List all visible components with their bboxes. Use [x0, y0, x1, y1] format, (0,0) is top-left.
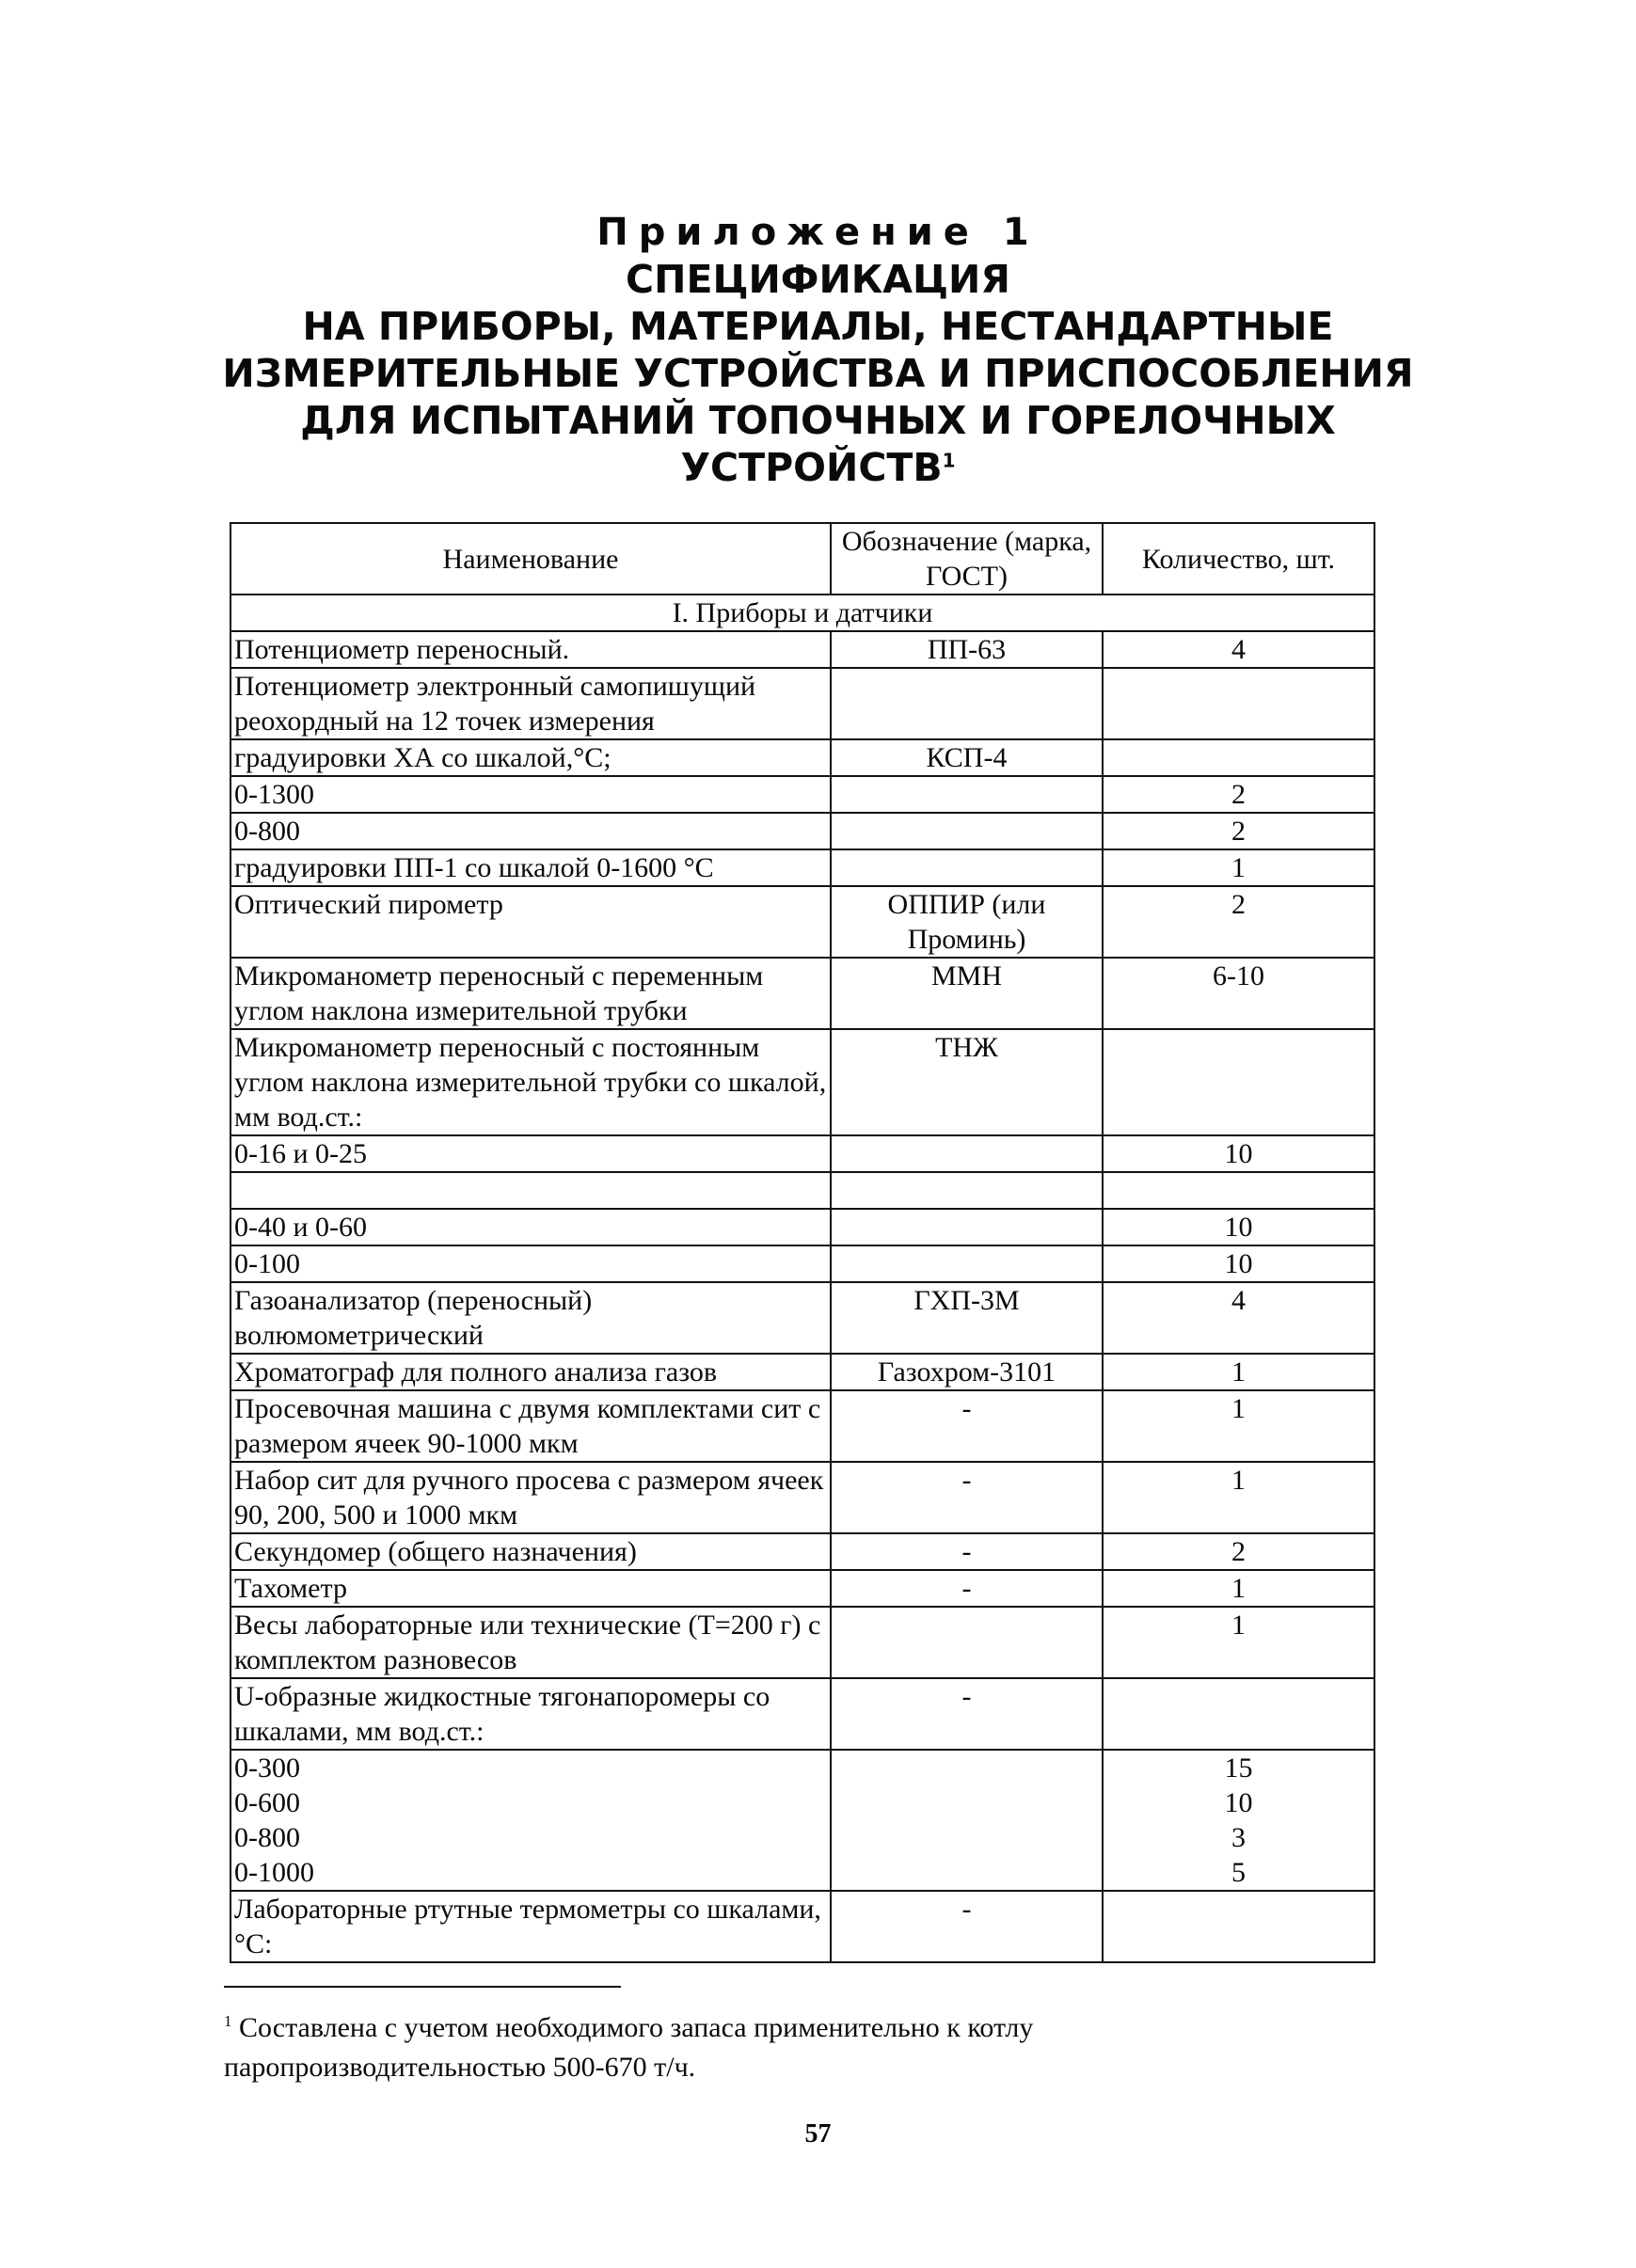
- cell-name: Секундомер (общего назначения): [230, 1533, 831, 1570]
- table-row: [230, 1209, 1374, 1245]
- table-row: [230, 849, 1374, 886]
- table-row: [230, 1570, 1374, 1607]
- section-row: [230, 595, 1374, 631]
- cell-name: 0-100: [230, 1245, 831, 1282]
- table-row: [230, 1891, 1374, 1962]
- cell-name: Микроманометр переносный с постоянным углом наклона измерительной трубки со шкалой, мм вод.ст.:: [230, 1029, 831, 1135]
- cell-quantity: 2: [1103, 813, 1374, 849]
- cell-designation: ПП-63: [831, 631, 1103, 668]
- table-row: [230, 1390, 1374, 1462]
- cell-name: Потенциометр электронный самопишущий реохордный на 12 точек измерения: [230, 668, 831, 739]
- cell-designation: [831, 1172, 1103, 1209]
- cell-name: Лабораторные ртутные термометры со шкалами,°С:: [230, 1891, 831, 1962]
- cell-designation: ТНЖ: [831, 1029, 1103, 1135]
- cell-name: Газоанализатор (переносный) волюмометрический: [230, 1282, 831, 1354]
- table-row: [230, 1354, 1374, 1390]
- title-line-5: [0, 444, 1636, 491]
- section-title: I. Приборы и датчики: [230, 595, 1374, 631]
- cell-quantity: 1: [1103, 1354, 1374, 1390]
- title-line-1: СПЕЦИФИКАЦИЯ: [626, 257, 1010, 302]
- cell-name: Набор сит для ручного просева с размером ячеек 90, 200, 500 и 1000 мкм: [230, 1462, 831, 1533]
- cell-name: 0-1300: [230, 776, 831, 813]
- table-row: [230, 668, 1374, 739]
- cell-designation: ОППИР (или Проминь): [831, 886, 1103, 958]
- cell-quantity: 2: [1103, 886, 1374, 958]
- cell-name: градуировки ХА со шкалой,°С;: [230, 739, 831, 776]
- table-row: [230, 1607, 1374, 1678]
- cell-designation: -: [831, 1891, 1103, 1962]
- cell-name: Потенциометр переносный.: [230, 631, 831, 668]
- title-line-3: ИЗМЕРИТЕЛЬНЫЕ УСТРОЙСТВА И ПРИСПОСОБЛЕНИЯ: [222, 351, 1414, 396]
- cell-designation: [831, 776, 1103, 813]
- cell-designation: -: [831, 1462, 1103, 1533]
- cell-designation: [831, 849, 1103, 886]
- cell-designation: -: [831, 1533, 1103, 1570]
- cell-quantity: 1: [1103, 1570, 1374, 1607]
- cell-name: Микроманометр переносный с переменным углом наклона измерительной трубки: [230, 958, 831, 1029]
- cell-quantity: 1: [1103, 849, 1374, 886]
- cell-designation: [831, 668, 1103, 739]
- table-row: [230, 776, 1374, 813]
- specification-table: [230, 522, 1375, 1963]
- cell-quantity: 2: [1103, 776, 1374, 813]
- cell-name: U-образные жидкостные тягонапоромеры со шкалами, мм вод.ст.:: [230, 1678, 831, 1750]
- cell-name: [230, 1172, 831, 1209]
- cell-designation: [831, 1750, 1103, 1891]
- cell-name: Хроматограф для полного анализа газов: [230, 1354, 831, 1390]
- cell-quantity: 15 10 3 5: [1103, 1750, 1374, 1891]
- table-row: [230, 886, 1374, 958]
- appendix-title: Приложение 1: [596, 211, 1040, 254]
- table-body: [230, 595, 1374, 1962]
- cell-quantity: [1103, 1172, 1374, 1209]
- cell-quantity: 2: [1103, 1533, 1374, 1570]
- cell-quantity: 10: [1103, 1209, 1374, 1245]
- table-row: [230, 1462, 1374, 1533]
- cell-name: 0-40 и 0-60: [230, 1209, 831, 1245]
- footnote-mark: 1: [224, 2012, 232, 2030]
- cell-designation: Газохром-3101: [831, 1354, 1103, 1390]
- cell-quantity: 4: [1103, 1282, 1374, 1354]
- cell-name: Весы лабораторные или технические (Т=200 г) с комплектом разновесов: [230, 1607, 831, 1678]
- cell-name: Тахометр: [230, 1570, 831, 1607]
- cell-name: 0-800: [230, 813, 831, 849]
- table-row: [230, 1029, 1374, 1135]
- cell-name: градуировки ПП-1 со шкалой 0-1600 °С: [230, 849, 831, 886]
- table-row: [230, 1678, 1374, 1750]
- cell-name: 0-16 и 0-25: [230, 1135, 831, 1172]
- cell-name: Оптический пирометр: [230, 886, 831, 958]
- cell-quantity: [1103, 1891, 1374, 1962]
- cell-quantity: 4: [1103, 631, 1374, 668]
- header-name: Наименование: [230, 523, 831, 595]
- title-line-2: НА ПРИБОРЫ, МАТЕРИАЛЫ, НЕСТАНДАРТНЫЕ: [302, 304, 1334, 349]
- cell-quantity: 1: [1103, 1390, 1374, 1462]
- cell-designation: [831, 1245, 1103, 1282]
- table-row: [230, 958, 1374, 1029]
- cell-quantity: [1103, 1029, 1374, 1135]
- cell-designation: КСП-4: [831, 739, 1103, 776]
- table-row: [230, 1135, 1374, 1172]
- cell-designation: -: [831, 1678, 1103, 1750]
- table-row: [230, 631, 1374, 668]
- cell-name: Просевочная машина с двумя комплектами сит с размером ячеек 90-1000 мкм: [230, 1390, 831, 1462]
- footnote-divider: [224, 1986, 621, 1988]
- table-row: [230, 1282, 1374, 1354]
- cell-designation: -: [831, 1390, 1103, 1462]
- table-row: [230, 813, 1374, 849]
- table-row: [230, 1750, 1374, 1891]
- cell-quantity: 1: [1103, 1462, 1374, 1533]
- page-number: 57: [804, 2119, 832, 2149]
- title-footnote-mark: 1: [942, 449, 956, 472]
- cell-quantity: 10: [1103, 1135, 1374, 1172]
- header-designation: Обозначение (марка, ГОСТ): [831, 523, 1103, 595]
- cell-quantity: 6-10: [1103, 958, 1374, 1029]
- footnote-text: Составлена с учетом необходимого запаса применительно к котлу паропроизводительностью 500-670 т/ч.: [224, 2012, 1034, 2083]
- header-quantity: Количество, шт.: [1103, 523, 1374, 595]
- title-line-4: ДЛЯ ИСПЫТАНИЙ ТОПОЧНЫХ И ГОРЕЛОЧНЫХ: [300, 398, 1336, 443]
- table-header-row: [230, 523, 1374, 595]
- cell-designation: -: [831, 1570, 1103, 1607]
- table-row: [230, 1245, 1374, 1282]
- cell-designation: [831, 813, 1103, 849]
- cell-quantity: 10: [1103, 1245, 1374, 1282]
- cell-designation: [831, 1209, 1103, 1245]
- cell-quantity: [1103, 1678, 1374, 1750]
- page-heading: [0, 209, 1636, 491]
- table-row: [230, 1172, 1374, 1209]
- cell-designation: [831, 1607, 1103, 1678]
- cell-designation: ММН: [831, 958, 1103, 1029]
- cell-name: 0-300 0-600 0-800 0-1000: [230, 1750, 831, 1891]
- cell-quantity: [1103, 739, 1374, 776]
- table-row: [230, 739, 1374, 776]
- table-row: [230, 1533, 1374, 1570]
- title-last-line: УСТРОЙСТВ: [680, 445, 943, 490]
- cell-quantity: [1103, 668, 1374, 739]
- cell-designation: ГХП-3М: [831, 1282, 1103, 1354]
- cell-quantity: 1: [1103, 1607, 1374, 1678]
- cell-designation: [831, 1135, 1103, 1172]
- footnote: [224, 2002, 1165, 2087]
